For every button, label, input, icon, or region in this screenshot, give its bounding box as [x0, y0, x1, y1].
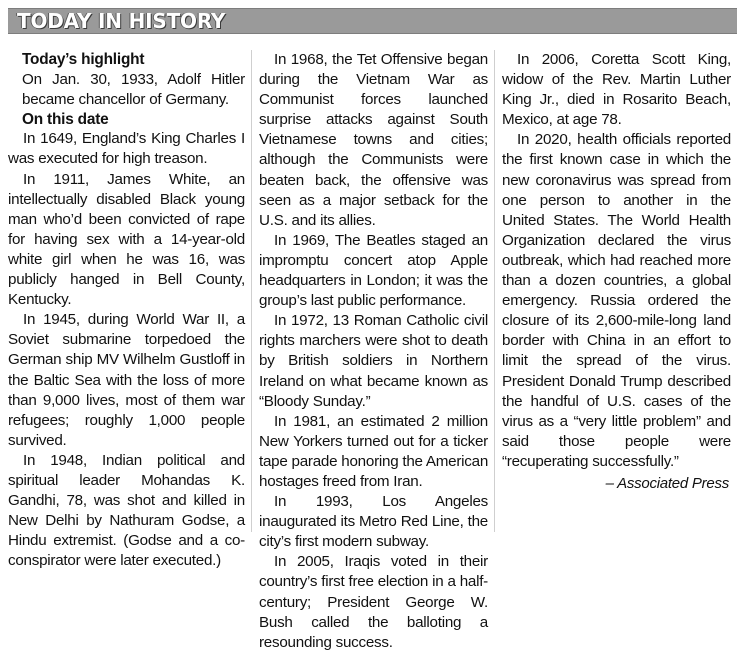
section-title: TODAY IN HISTORY — [17, 9, 226, 33]
entry-1972: In 1972, 13 Roman Catholic civil rights marchers were shot to death by British soldiers in Northern Ireland on what became known as “Bloody Sunday.” — [259, 312, 488, 410]
entry-2005: In 2005, Iraqis voted in their country’s first free election in a half-century; President George W. Bush called the balloting a resounding success. — [259, 553, 488, 651]
entry-2020: In 2020, health officials reported the first known case in which the new coronavirus was spread from one person to another in the United States. The World Health Organization declared the virus outbreak, which had reached more than a dozen countries, a global emergency. Russia ordered the closure of its 2,600-mile-long land border with China in an effort to limit the spread of the virus. President Donald Trump described the handful of U.S. cases of the virus as a “very little problem” and said those people were “recuperating successfully.” — [502, 131, 731, 470]
highlight-heading: Today’s highlight — [22, 51, 145, 68]
article-columns — [8, 50, 737, 651]
entry-1969: In 1969, The Beatles staged an impromptu concert atop Apple headquarters in London; it was the group’s last public performance. — [259, 231, 488, 310]
entry-1968: In 1968, the Tet Offensive began during the Vietnam War as Communist forces launched surprise attacks against South Vietnamese towns and cities; although the Communists were beaten back, the offensive was seen as a major setback for the U.S. and its allies. — [259, 51, 488, 229]
on-this-date-heading: On this date — [22, 110, 109, 128]
section-banner — [8, 8, 737, 34]
column-1 — [8, 50, 251, 570]
highlight-text: On Jan. 30, 1933, Adolf Hitler became chancellor of Germany. — [22, 70, 245, 108]
entry-1649: In 1649, England’s King Charles I was executed for high treason. — [8, 130, 245, 168]
entry-1981: In 1981, an estimated 2 million New Yorkers turned out for a ticker tape parade honoring the American hostages freed from Iran. — [259, 412, 489, 490]
credit-line: – Associated Press — [605, 474, 729, 492]
column-2 — [251, 50, 494, 651]
entry-1948: In 1948, Indian political and spiritual leader Mohandas K. Gandhi, 78, was shot and killed in New Delhi by Nathuram Godse, a Hindu extremist. (Godse and a co-conspirator were later executed.) — [8, 451, 245, 570]
entry-2006: In 2006, Coretta Scott King, widow of the Rev. Martin Luther King Jr., died in Rosarito Beach, Mexico, at age 78. — [502, 51, 731, 129]
column-3 — [494, 50, 737, 532]
entry-1993: In 1993, Los Angeles inaugurated its Metro Red Line, the city’s first modern subway. — [259, 493, 488, 551]
entry-1945: In 1945, during World War II, a Soviet submarine torpedoed the German ship MV Wilhelm Gustloff in the Baltic Sea with the loss of more than 9,000 lives, most of them war refugees; roughly 1,000 people survived. — [8, 311, 245, 449]
entry-1911: In 1911, James White, an intellectually disabled Black young man who’d been convicted of rape for having sex with a 14-year-old white girl when he was 16, was publicly hanged in Bell County, Kentucky. — [8, 170, 245, 309]
